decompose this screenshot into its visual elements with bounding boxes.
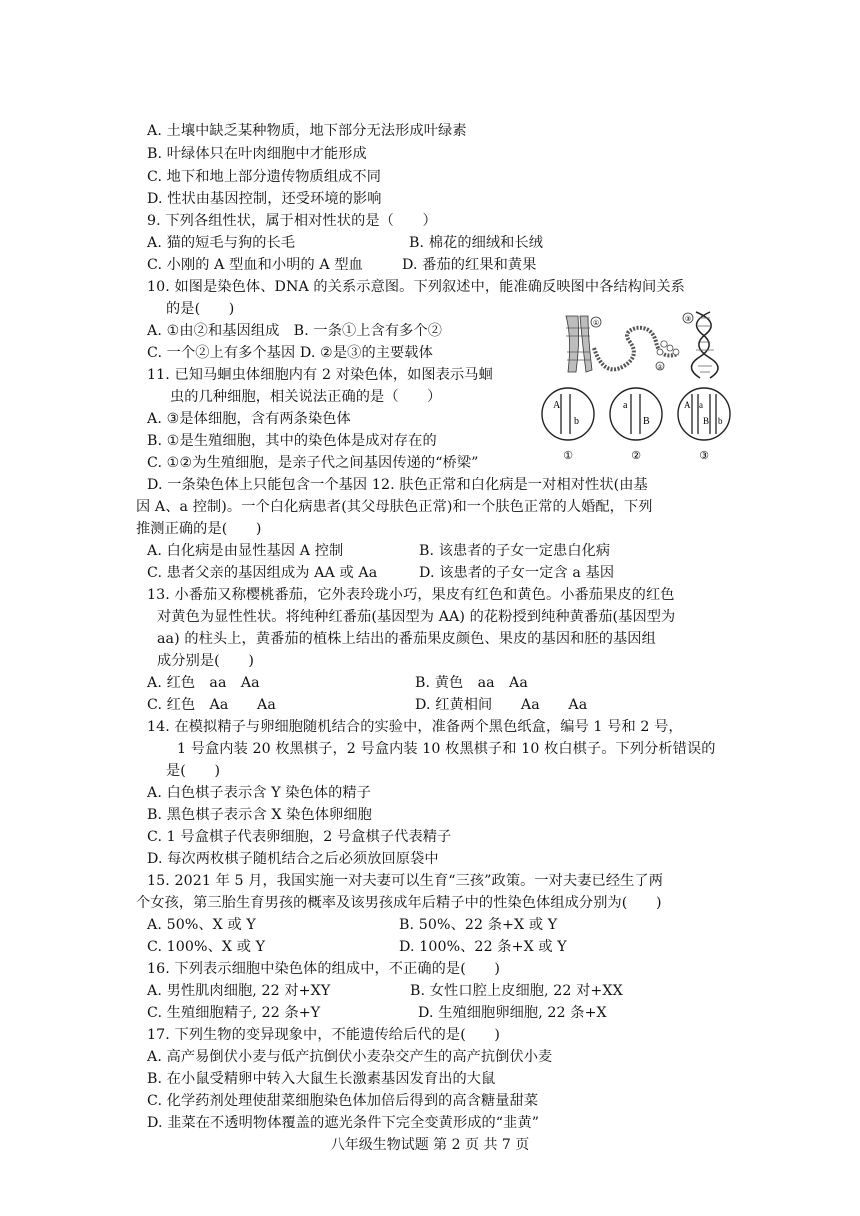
option-12c: C. 患者父亲的基因组成为 AA 或 Aa (147, 565, 378, 581)
option-15b: B. 50%、22 条+X 或 Y (399, 917, 558, 933)
option-11c: C. ①②为生殖细胞，是亲子代之间基因传递的“桥梁” (147, 455, 479, 471)
option-15c: C. 100%、X 或 Y (147, 939, 266, 955)
option-11d-question-12: D. 一条染色体上只能包含一个基因 12. 肤色正常和白化病是一对相对性状(由基 (147, 477, 648, 493)
option-17c: C. 化学药剂处理使甜菜细胞染色体加倍后得到的高含糖量甜菜 (147, 1093, 539, 1109)
option-8d: D. 性状由基因控制，还受环境的影响 (147, 191, 382, 207)
cell-1 (542, 388, 594, 462)
question-13: 13. 小番茄又称樱桃番茄，它外表玲珑小巧，果皮有红色和黄色。小番茄果皮的红色 (147, 587, 675, 603)
option-16a: A. 男性肌肉细胞, 22 对+XY (147, 983, 331, 999)
option-9d: D. 番茄的红果和黄果 (402, 257, 537, 273)
option-15d: D. 100%、22 条+X 或 Y (399, 939, 567, 955)
figure1-label-2: ② (657, 364, 663, 371)
cell-2-label: ② (631, 449, 641, 462)
option-12b: B. 该患者的子女一定患白化病 (419, 543, 611, 559)
option-15a: A. 50%、X 或 Y (147, 917, 256, 933)
option-17a: A. 高产易倒伏小麦与低产抗倒伏小麦杂交产生的高产抗倒伏小麦 (147, 1049, 553, 1065)
option-13a: A. 红色 aa Aa (147, 675, 260, 691)
chromosome-dna-figure (560, 308, 730, 380)
cell-3-gene-left1: A (684, 400, 691, 410)
figure1-label-1: ① (592, 319, 600, 327)
option-11a: A. ③是体细胞，含有两条染色体 (147, 411, 351, 427)
cell-3-gene-right2: b (718, 416, 723, 426)
option-12a: A. 白化病是由显性基因 A 控制 (147, 543, 344, 559)
option-16d: D. 生殖细胞卵细胞, 22 条+X (418, 1005, 607, 1021)
question-15: 15. 2021 年 5 月，我国实施一对夫妻可以生育“三孩”政策。一对夫妻已经生了两 (147, 873, 663, 889)
option-9a: A. 猫的短毛与狗的长毛 (147, 235, 296, 251)
question-15-cont: 个女孩，第三胎生育男孩的概率及该男孩成年后精子中的性染色体组成分别为( ) (136, 895, 662, 911)
question-17: 17. 下列生物的变异现象中，不能遗传给后代的是( ) (147, 1027, 501, 1043)
option-17d: D. 韭菜在不透明物体覆盖的遮光条件下完全变黄形成的“韭黄” (147, 1115, 540, 1131)
question-11: 11. 已知马蛔虫体细胞内有 2 对染色体，如图表示马蛔 (147, 367, 493, 383)
option-9b: B. 棉花的细绒和长绒 (409, 235, 544, 251)
cell-1-gene-right: b (574, 416, 579, 427)
option-8c: C. 地下和地上部分遗传物质组成不同 (147, 169, 381, 185)
option-8b: B. 叶绿体只在叶肉细胞中才能形成 (147, 146, 367, 162)
question-14-cont1: 1 号盒内装 20 枚黑棋子，2 号盒内装 10 枚黑棋子和 10 枚白棋子。下列分析错误的 (177, 741, 716, 757)
cell-3-gene-left2: a (699, 400, 703, 410)
option-14d: D. 每次两枚棋子随机结合之后必须放回原袋中 (147, 851, 439, 867)
question-14-cont2: 是( ) (166, 763, 221, 779)
option-10ab: A. ①由②和基因组成 B. 一条①上含有多个② (147, 323, 443, 339)
chromosome-shape (566, 316, 592, 372)
option-9c: C. 小刚的 A 型血和小明的 A 型血 (147, 257, 363, 273)
option-14b: B. 黑色棋子表示含 X 染色体卵细胞 (147, 807, 372, 823)
question-11-cont: 虫的几种细胞，相关说法正确的是（ ） (170, 389, 442, 405)
question-10: 10. 如图是染色体、DNA 的关系示意图。下列叙述中，能准确反映图中各结构间关系 (147, 279, 685, 295)
option-13d: D. 红黄相间 Aa Aa (415, 697, 588, 713)
question-13-cont3: 成分别是( ) (157, 653, 254, 669)
cell-1-label: ① (563, 449, 573, 462)
option-13c: C. 红色 Aa Aa (147, 697, 276, 713)
option-12d: D. 该患者的子女一定含 a 基因 (419, 565, 615, 581)
cell-2-gene-right: B (643, 416, 650, 427)
cell-diagrams-figure (538, 384, 738, 464)
option-16c: C. 生殖细胞精子, 22 条+Y (147, 1005, 321, 1021)
option-13b: B. 黄色 aa Aa (415, 675, 528, 691)
option-17b: B. 在小鼠受精卵中转入大鼠生长激素基因发育出的大鼠 (147, 1071, 496, 1087)
question-10-cont: 的是( ) (166, 301, 235, 317)
question-12-cont1: 因 A、a 控制)。一个白化病患者(其父母肤色正常)和一个肤色正常的人婚配，下列 (136, 499, 653, 515)
question-14: 14. 在模拟精子与卵细胞随机结合的实验中，准备两个黑色纸盒，编号 1 号和 2 号， (147, 719, 683, 735)
option-10cd: C. 一个②上有多个基因 D. ②是③的主要载体 (147, 345, 433, 361)
cell-1-gene-left: A (553, 400, 561, 411)
coiled-dna (594, 328, 678, 370)
option-11b: B. ①是生殖细胞，其中的染色体是成对存在的 (147, 433, 437, 449)
option-8a: A. 土壤中缺乏某种物质，地下部分无法形成叶绿素 (147, 123, 467, 139)
question-13-cont2: aa) 的柱头上，黄番茄的植株上结出的番茄果皮颜色、果皮的基因和胚的基因组 (157, 631, 656, 647)
question-16: 16. 下列表示细胞中染色体的组成中，不正确的是( ) (147, 961, 501, 977)
figure1-label-3: ③ (684, 315, 692, 323)
cell-2-gene-left: a (623, 400, 628, 411)
option-16b: B. 女性口腔上皮细胞, 22 对+XX (410, 983, 623, 999)
cell-3 (678, 388, 730, 462)
question-12-cont2: 推测正确的是( ) (136, 521, 262, 537)
cell-3-label: ③ (699, 449, 709, 462)
question-13-cont1: 对黄色为显性性状。将纯种红番茄(基因型为 AA) 的花粉授到纯种黄番茄(基因型为 (157, 609, 676, 625)
option-14a: A. 白色棋子表示含 Y 染色体的精子 (147, 785, 371, 801)
cell-3-gene-right1: B (703, 416, 710, 426)
option-14c: C. 1 号盒棋子代表卵细胞，2 号盒棋子代表精子 (147, 829, 452, 845)
question-9: 9. 下列各组性状，属于相对性状的是（ ） (147, 213, 437, 229)
page-footer: 八年级生物试题 第 2 页 共 7 页 (330, 1137, 530, 1153)
double-helix (691, 312, 718, 378)
beads (657, 341, 679, 355)
cell-2 (610, 388, 662, 462)
